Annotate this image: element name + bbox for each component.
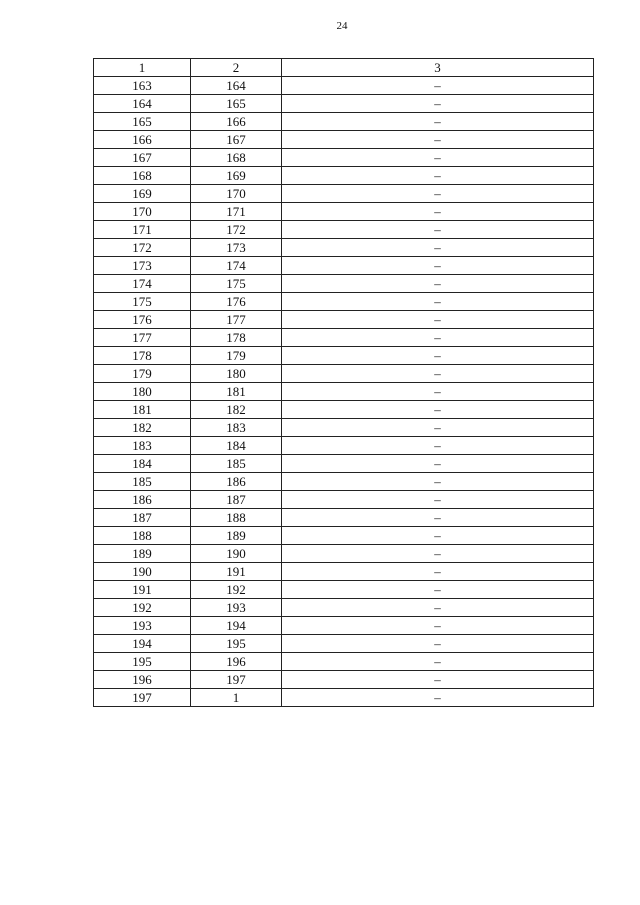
table-cell-col-3: – [282,347,594,365]
table-cell-col-1: 195 [94,653,191,671]
table-cell-col-3: – [282,545,594,563]
table-row [94,239,594,257]
table-row [94,491,594,509]
table-cell-col-1: 164 [94,95,191,113]
table-cell-col-1: 183 [94,437,191,455]
table-cell-col-3: – [282,635,594,653]
table-cell-col-2: 168 [191,149,282,167]
table-row [94,671,594,689]
table-cell-col-2: 196 [191,653,282,671]
table-cell-col-1: 186 [94,491,191,509]
table-cell-col-2: 171 [191,203,282,221]
table-cell-col-3: – [282,167,594,185]
table-cell-col-3: – [282,473,594,491]
table-cell-col-1: 190 [94,563,191,581]
table-row [94,131,594,149]
table-cell-col-3: – [282,509,594,527]
table-cell-col-3: – [282,311,594,329]
table-header-row [94,59,594,77]
table-row [94,599,594,617]
table-cell-col-2: 1 [191,689,282,707]
table-cell-col-2: 194 [191,617,282,635]
table-row [94,275,594,293]
table-row [94,545,594,563]
table-cell-col-2: 169 [191,167,282,185]
table-row [94,617,594,635]
table-cell-col-1: 192 [94,599,191,617]
table-cell-col-3: – [282,365,594,383]
table-cell-col-3: – [282,329,594,347]
table-row [94,689,594,707]
table-cell-col-3: – [282,203,594,221]
table-cell-col-3: – [282,293,594,311]
table-cell-col-2: 186 [191,473,282,491]
column-header-3: 3 [282,59,594,77]
table-cell-col-2: 193 [191,599,282,617]
table-cell-col-1: 169 [94,185,191,203]
table-row [94,419,594,437]
table-cell-col-1: 180 [94,383,191,401]
table-cell-col-1: 184 [94,455,191,473]
table-row [94,113,594,131]
table-cell-col-3: – [282,275,594,293]
table-cell-col-1: 189 [94,545,191,563]
table-cell-col-1: 166 [94,131,191,149]
table-cell-col-2: 167 [191,131,282,149]
table-row [94,149,594,167]
table-cell-col-3: – [282,419,594,437]
table-cell-col-3: – [282,239,594,257]
table-row [94,635,594,653]
table-cell-col-3: – [282,77,594,95]
table-cell-col-1: 177 [94,329,191,347]
table-cell-col-3: – [282,455,594,473]
table-cell-col-3: – [282,383,594,401]
table-cell-col-1: 171 [94,221,191,239]
table-cell-col-1: 179 [94,365,191,383]
column-header-1: 1 [94,59,191,77]
table-cell-col-3: – [282,437,594,455]
table-cell-col-3: – [282,671,594,689]
data-table [93,58,594,707]
table-cell-col-1: 178 [94,347,191,365]
table-row [94,329,594,347]
table-cell-col-2: 190 [191,545,282,563]
table-cell-col-2: 183 [191,419,282,437]
column-header-2: 2 [191,59,282,77]
table-cell-col-2: 185 [191,455,282,473]
table-cell-col-1: 185 [94,473,191,491]
table-row [94,185,594,203]
table-row [94,365,594,383]
table-row [94,293,594,311]
table-cell-col-3: – [282,131,594,149]
table-cell-col-1: 194 [94,635,191,653]
table-cell-col-3: – [282,527,594,545]
table-cell-col-2: 191 [191,563,282,581]
table-cell-col-1: 175 [94,293,191,311]
table-cell-col-1: 173 [94,257,191,275]
table-cell-col-2: 195 [191,635,282,653]
table-cell-col-1: 176 [94,311,191,329]
table-row [94,437,594,455]
table-row [94,527,594,545]
table-cell-col-3: – [282,149,594,167]
table-row [94,455,594,473]
table-cell-col-3: – [282,581,594,599]
table-row [94,167,594,185]
table-cell-col-3: – [282,599,594,617]
table-cell-col-3: – [282,401,594,419]
table-cell-col-3: – [282,689,594,707]
table-row [94,509,594,527]
table-row [94,203,594,221]
table-row [94,221,594,239]
table-cell-col-3: – [282,563,594,581]
table-cell-col-3: – [282,113,594,131]
table-row [94,95,594,113]
table-body [94,77,594,707]
table-row [94,401,594,419]
table-cell-col-2: 165 [191,95,282,113]
table-cell-col-1: 174 [94,275,191,293]
table-cell-col-3: – [282,491,594,509]
table-cell-col-2: 173 [191,239,282,257]
table-cell-col-3: – [282,221,594,239]
table-cell-col-1: 172 [94,239,191,257]
table-cell-col-1: 168 [94,167,191,185]
table-cell-col-1: 163 [94,77,191,95]
table-cell-col-3: – [282,95,594,113]
table-cell-col-1: 182 [94,419,191,437]
table-cell-col-2: 172 [191,221,282,239]
table-cell-col-2: 188 [191,509,282,527]
table-cell-col-1: 167 [94,149,191,167]
table-cell-col-2: 180 [191,365,282,383]
table-cell-col-3: – [282,257,594,275]
table-cell-col-2: 189 [191,527,282,545]
table-cell-col-2: 176 [191,293,282,311]
table-cell-col-2: 179 [191,347,282,365]
table-cell-col-2: 175 [191,275,282,293]
table-cell-col-2: 170 [191,185,282,203]
table-cell-col-3: – [282,617,594,635]
table-cell-col-1: 197 [94,689,191,707]
table-cell-col-2: 166 [191,113,282,131]
table-cell-col-1: 191 [94,581,191,599]
table-row [94,653,594,671]
table-cell-col-2: 182 [191,401,282,419]
table-row [94,563,594,581]
table-cell-col-2: 184 [191,437,282,455]
table-cell-col-2: 181 [191,383,282,401]
table-cell-col-1: 165 [94,113,191,131]
table-cell-col-2: 164 [191,77,282,95]
table-cell-col-1: 187 [94,509,191,527]
table-row [94,311,594,329]
page-number: 24 [336,20,348,32]
table-cell-col-2: 174 [191,257,282,275]
table-cell-col-3: – [282,185,594,203]
table-cell-col-2: 177 [191,311,282,329]
table-cell-col-1: 193 [94,617,191,635]
table-row [94,581,594,599]
table-row [94,77,594,95]
table-cell-col-1: 170 [94,203,191,221]
table-row [94,347,594,365]
table-row [94,473,594,491]
table-cell-col-1: 181 [94,401,191,419]
table-row [94,257,594,275]
table-cell-col-2: 187 [191,491,282,509]
table-cell-col-3: – [282,653,594,671]
table-cell-col-2: 178 [191,329,282,347]
table-row [94,383,594,401]
table-cell-col-2: 192 [191,581,282,599]
table-cell-col-1: 188 [94,527,191,545]
table-cell-col-1: 196 [94,671,191,689]
table-cell-col-2: 197 [191,671,282,689]
